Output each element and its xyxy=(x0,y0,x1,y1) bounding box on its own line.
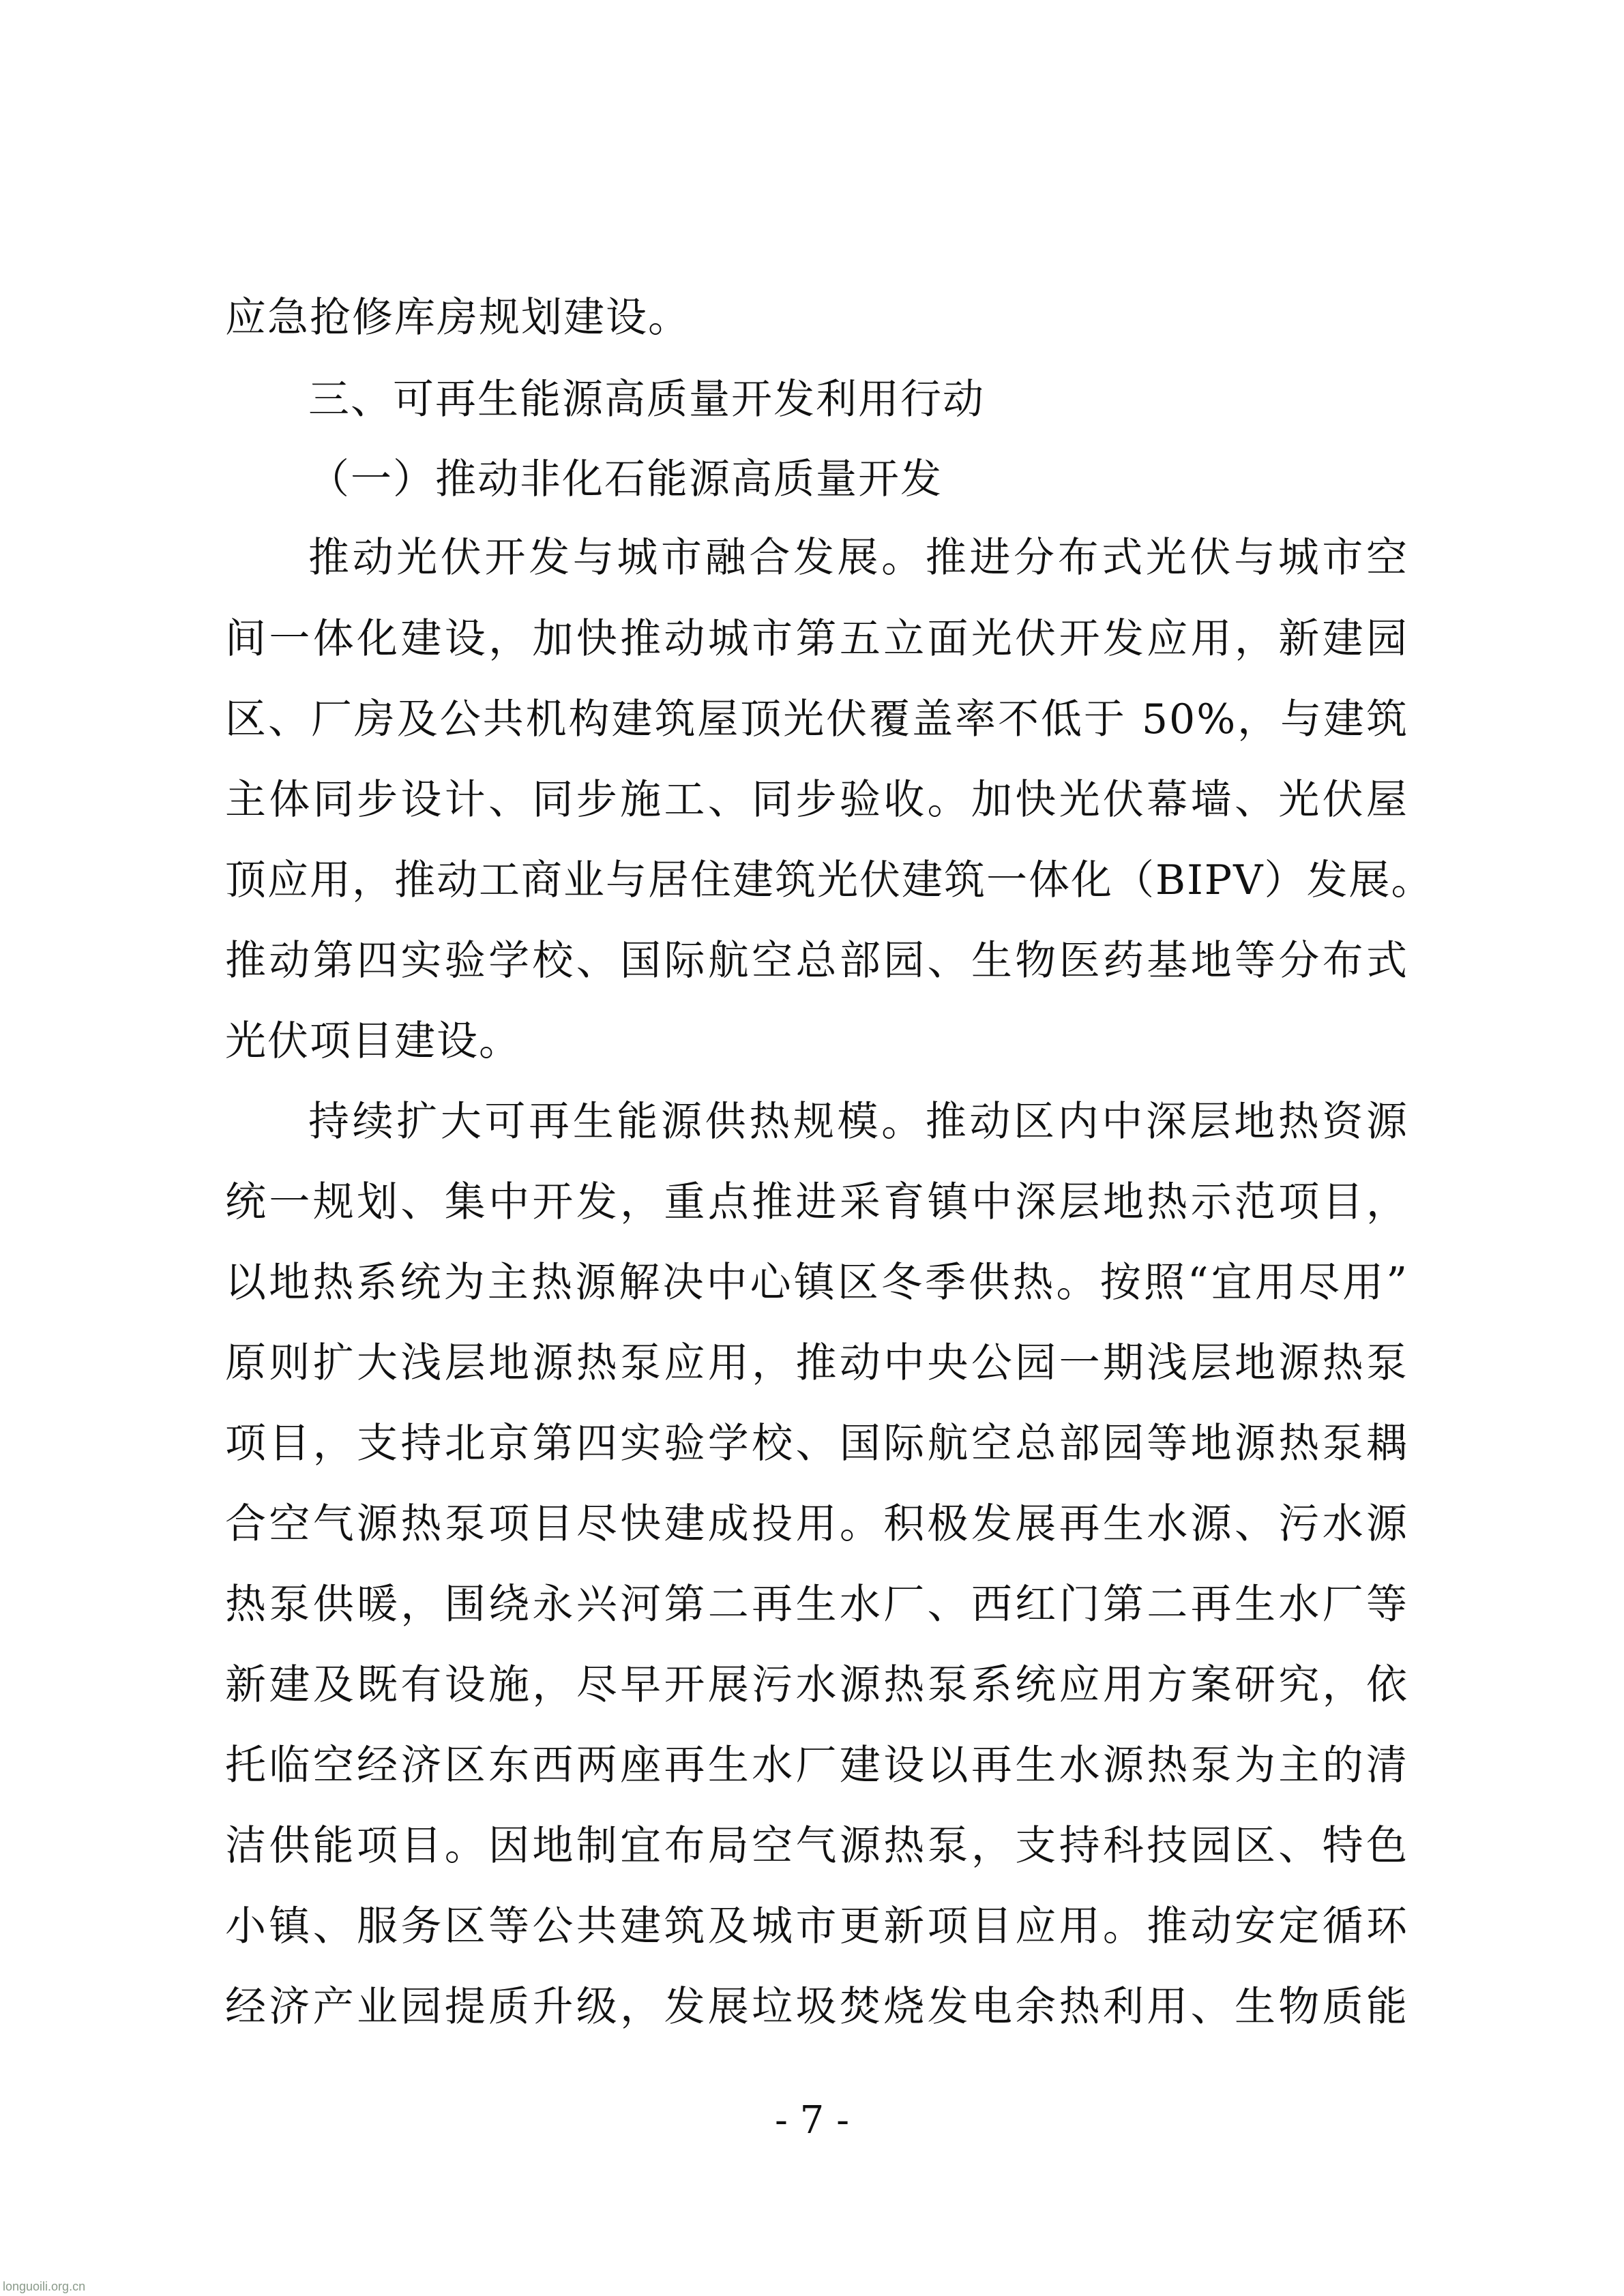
paragraph-1-line: 顶应用，推动工商业与居住建筑光伏建筑一体化（BIPV）发展。 xyxy=(225,856,1434,904)
paragraph-1-line: 主体同步设计、同步施工、同步验收。加快光伏幕墙、光伏屋 xyxy=(225,776,1408,824)
watermark-text: longuoili.org.cn xyxy=(3,2280,86,2293)
paragraph-1-line: 区、厂房及公共机构建筑屋顶光伏覆盖率不低于 50%，与建筑 xyxy=(225,696,1408,743)
paragraph-2-line: 持续扩大可再生能源供热规模。推动区内中深层地热资源 xyxy=(308,1098,1408,1146)
paragraph-2-line: 热泵供暖，围绕永兴河第二再生水厂、西红门第二再生水厂等 xyxy=(225,1581,1408,1628)
page-number: - 7 - xyxy=(774,2098,850,2143)
paragraph-2-line: 以地热系统为主热源解决中心镇区冬季供热。按照“宜用尽用” xyxy=(225,1259,1408,1307)
paragraph-2-line: 托临空经济区东西两座再生水厂建设以再生水源热泵为主的清 xyxy=(225,1742,1408,1789)
paragraph-2-line: 项目，支持北京第四实验学校、国际航空总部园等地源热泵耦 xyxy=(225,1420,1408,1467)
paragraph-1-line: 推动光伏开发与城市融合发展。推进分布式光伏与城市空 xyxy=(308,534,1408,582)
paragraph-2-line: 合空气源热泵项目尽快建成投用。积极发展再生水源、污水源 xyxy=(225,1500,1408,1548)
paragraph-1-line: 间一体化建设，加快推动城市第五立面光伏开发应用，新建园 xyxy=(225,615,1408,663)
paragraph-1-line: 光伏项目建设。 xyxy=(225,1017,521,1065)
paragraph-2-line: 洁供能项目。因地制宜布局空气源热泵，支持科技园区、特色 xyxy=(225,1822,1408,1870)
paragraph-2-line: 统一规划、集中开发，重点推进采育镇中深层地热示范项目， xyxy=(225,1178,1408,1226)
body-line-continuation: 应急抢修库房规划建设。 xyxy=(225,294,690,342)
paragraph-2-line: 经济产业园提质升级，发展垃圾焚烧发电余热利用、生物质能 xyxy=(225,1983,1408,2031)
paragraph-2-line: 小镇、服务区等公共建筑及城市更新项目应用。推动安定循环 xyxy=(225,1903,1408,1950)
paragraph-1-line: 推动第四实验学校、国际航空总部园、生物医药基地等分布式 xyxy=(225,937,1408,985)
subsection-heading: （一）推动非化石能源高质量开发 xyxy=(308,456,943,503)
section-heading: 三、可再生能源高质量开发利用行动 xyxy=(308,376,985,423)
paragraph-2-line: 原则扩大浅层地源热泵应用，推动中央公园一期浅层地源热泵 xyxy=(225,1339,1408,1387)
paragraph-2-line: 新建及既有设施，尽早开展污水源热泵系统应用方案研究，依 xyxy=(225,1661,1408,1709)
